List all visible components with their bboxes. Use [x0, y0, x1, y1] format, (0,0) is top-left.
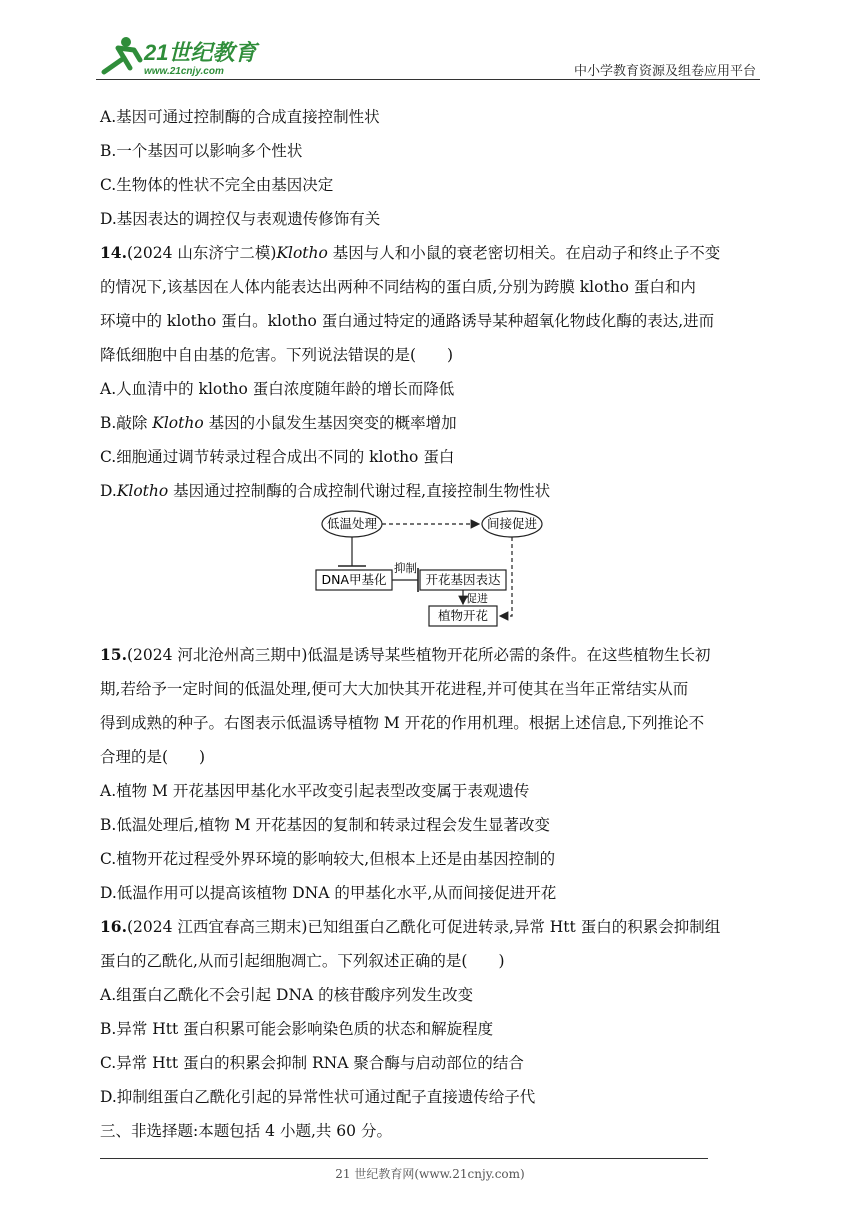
q14-option-d-text: 基因通过控制酶的合成控制代谢过程,直接控制生物性状 — [168, 482, 551, 500]
q15-stem-text: (2024 河北沧州高三期中)低温是诱导某些植物开花所必需的条件。在这些植物生长初 — [126, 646, 711, 664]
mechanism-diagram-svg — [314, 508, 554, 628]
q14-option-a: A.人血清中的 klotho 蛋白浓度随年龄的增长而降低 — [100, 380, 455, 398]
q14-option-b — [100, 406, 768, 440]
node-dna-meth-label: DNA甲基化 — [321, 572, 387, 587]
edge-inhibit-label: 抑制 — [394, 561, 417, 575]
q14-option-b-gene: Klotho — [152, 414, 204, 432]
q15-stem-line-1 — [100, 638, 768, 672]
section-3-heading: 三、非选择题:本题包括 4 小题,共 60 分。 — [100, 1122, 392, 1140]
edge-promote-label: 促进 — [466, 592, 488, 605]
q14-source: (2024 山东济宁二模) — [126, 244, 277, 262]
q14-option-d-gene: Klotho — [116, 482, 169, 500]
q14-stem-line-4: 降低细胞中自由基的危害。下列说法错误的是( ) — [100, 346, 454, 364]
site-logo — [96, 34, 266, 78]
q14-stem-line-1 — [100, 236, 768, 270]
q15-stem-line-3: 得到成熟的种子。右图表示低温诱导植物 M 开花的作用机理。根据上述信息,下列推论不 — [100, 714, 705, 732]
q14-option-c: C.细胞通过调节转录过程合成出不同的 klotho 蛋白 — [100, 448, 455, 466]
logo-runner-head-icon — [121, 37, 131, 47]
q14-number: 14. — [100, 243, 127, 262]
q14-stem-line-2: 的情况下,该基因在人体内能表达出两种不同结构的蛋白质,分别为跨膜 klotho 蛋白和内 — [100, 278, 696, 296]
platform-title: 中小学教育资源及组卷应用平台 — [573, 64, 756, 79]
q15-stem-line-4: 合理的是( ) — [100, 748, 206, 766]
q14-option-d-prefix: D. — [100, 482, 117, 500]
q16-option-d: D.抑制组蛋白乙酰化引起的异常性状可通过配子直接遗传给子代 — [100, 1088, 536, 1106]
q15-option-b: B.低温处理后,植物 M 开花基因的复制和转录过程会发生显著改变 — [100, 816, 550, 834]
q14-stem-text: 基因与人和小鼠的衰老密切相关。在启动子和终止子不变 — [327, 244, 721, 262]
q13-option-c: C.生物体的性状不完全由基因决定 — [100, 176, 334, 194]
node-flowering-label: 植物开花 — [437, 608, 489, 623]
q13-option-b: B.一个基因可以影响多个性状 — [100, 142, 303, 160]
q16-stem-line-2: 蛋白的乙酰化,从而引起细胞凋亡。下列叙述正确的是( ) — [100, 952, 505, 970]
q14-option-b-text: 基因的小鼠发生基因突变的概率增加 — [203, 414, 457, 432]
node-indirect-label: 间接促进 — [486, 516, 538, 531]
q15-number: 15. — [100, 645, 127, 664]
node-gene-expr-label: 开花基因表达 — [425, 572, 501, 587]
logo-main-text: 21世纪教育 — [144, 40, 257, 65]
q16-option-b: B.异常 Htt 蛋白积累可能会影响染色质的状态和解旋程度 — [100, 1020, 494, 1038]
q16-option-a: A.组蛋白乙酰化不会引起 DNA 的核苷酸序列发生改变 — [100, 986, 474, 1004]
q15-option-a: A.植物 M 开花基因甲基化水平改变引起表型改变属于表观遗传 — [100, 782, 530, 800]
q14-gene-name: Klotho — [276, 244, 328, 262]
q14-option-d — [100, 474, 768, 508]
q15-option-d: D.低温作用可以提高该植物 DNA 的甲基化水平,从而间接促进开花 — [100, 884, 557, 902]
q14-option-b-prefix: B.敲除 — [100, 414, 153, 432]
footer-divider — [100, 1158, 708, 1159]
header-divider — [96, 79, 760, 80]
node-low-temp-label: 低温处理 — [326, 516, 378, 531]
q16-option-c: C.异常 Htt 蛋白的积累会抑制 RNA 聚合酶与启动部位的结合 — [100, 1054, 524, 1072]
q15-stem-line-2: 期,若给予一定时间的低温处理,便可大大加快其开花进程,并可使其在当年正常结实从而 — [100, 680, 689, 698]
page-footer: 21 世纪教育网(www.21cnjy.com) — [335, 1167, 525, 1181]
q16-stem-line-1 — [100, 910, 768, 944]
q15-option-c: C.植物开花过程受外界环境的影响较大,但根本上还是由基因控制的 — [100, 850, 556, 868]
q13-option-d: D.基因表达的调控仅与表观遗传修饰有关 — [100, 210, 381, 228]
q16-number: 16. — [100, 917, 127, 936]
mechanism-diagram — [100, 508, 768, 638]
q16-stem-text: (2024 江西宜春高三期末)已知组蛋白乙酰化可促进转录,异常 Htt 蛋白的积累会抑制组 — [126, 918, 721, 936]
page-header — [96, 34, 756, 80]
logo-url-text: www.21cnjy.com — [144, 66, 224, 77]
q14-stem-line-3: 环境中的 klotho 蛋白。klotho 蛋白通过特定的通路诱导某种超氧化物歧化酶的表达,进而 — [100, 312, 715, 330]
page-content — [100, 100, 768, 1148]
q13-option-a: A.基因可通过控制酶的合成直接控制性状 — [100, 108, 380, 126]
